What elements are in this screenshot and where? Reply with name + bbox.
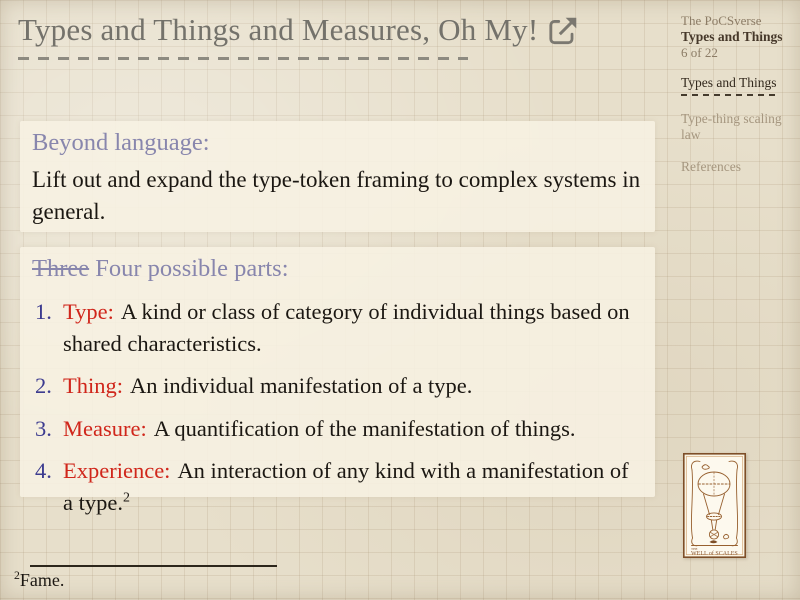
item-number: 3. [35, 415, 52, 441]
external-link-icon[interactable] [546, 14, 580, 48]
item-definition: A kind or class of category of individual things based on shared characteristics. [63, 299, 630, 356]
sidebar-item-references[interactable]: References [681, 158, 741, 174]
sidebar-series-title: The PoCSverse [681, 13, 762, 28]
item-number: 1. [35, 299, 52, 325]
block-possible-parts [20, 247, 655, 515]
footnote-rule [30, 565, 277, 567]
title-underline [18, 57, 468, 60]
item-definition: An individual manifestation of a type. [130, 373, 473, 399]
item-definition: An interaction of any kind with a manifestation of a type. [63, 458, 629, 515]
sidebar-item-type-thing-scaling-law[interactable]: Type-thing scaling law [681, 110, 782, 143]
block-body: Lift out and expand the type-token framing to complex systems in general. [32, 167, 641, 225]
item-term: Measure: [63, 415, 147, 441]
card-caption: WELL of SCALES [691, 551, 738, 558]
well-of-scales-card[interactable] [683, 453, 746, 558]
footnote-mark: 2 [14, 569, 20, 582]
item-definition: A quantification of the manifestation of things. [153, 415, 576, 441]
sidebar [681, 13, 795, 175]
footnote [14, 569, 64, 591]
parts-heading-rest: Four possible parts: [95, 255, 289, 282]
list-item [35, 370, 643, 402]
parts-list [32, 296, 643, 518]
item-term: Experience: [63, 458, 171, 484]
item-term: Type: [63, 299, 114, 325]
block-beyond-language [20, 121, 655, 232]
sidebar-page-number: 6 of 22 [681, 45, 718, 61]
block-heading: Beyond language: [32, 129, 210, 156]
slide-title: Types and Things and Measures, Oh My! [18, 12, 539, 47]
footnote-marker: 2 [122, 490, 130, 506]
sidebar-item-types-and-things[interactable]: Types and Things [681, 75, 777, 95]
list-item [35, 455, 643, 518]
item-term: Thing: [63, 373, 123, 399]
footnote-text: Fame. [19, 570, 65, 590]
struck-word: Three [32, 255, 90, 282]
list-item [35, 413, 643, 445]
item-number: 4. [35, 458, 52, 484]
list-item [35, 296, 643, 359]
header [18, 12, 578, 48]
item-number: 2. [35, 373, 52, 399]
card-caption-top: THE [691, 547, 698, 552]
sidebar-deck-title: Types and Things [681, 28, 783, 44]
parts-heading [32, 254, 643, 283]
